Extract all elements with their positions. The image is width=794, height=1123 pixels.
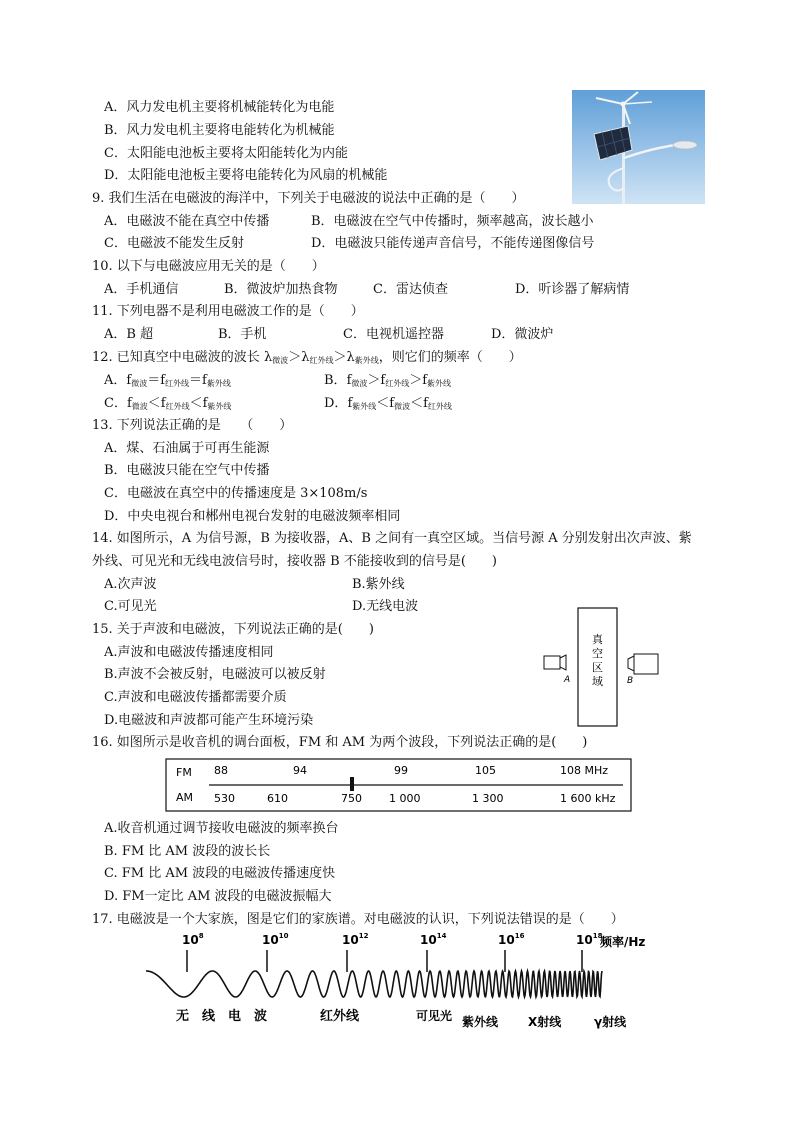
q9-stem: 9. 我们生活在电磁波的海洋中，下列关于电磁波的说法中正确的是（ ）	[92, 191, 525, 206]
band-infrared: 红外线	[320, 1009, 360, 1024]
q13-stem: 13. 下列说法正确的是 （ ）	[92, 418, 293, 433]
q15-option-a: A.声波和电磁波传播速度相同	[104, 645, 274, 660]
q8-option-c: C．太阳能电池板主要将太阳能转化为内能	[104, 146, 348, 161]
q10-option-d: D．听诊器了解病情	[515, 282, 630, 297]
fm-tick-94: 94	[293, 764, 307, 777]
q13-option-d: D．中央电视台和郴州电视台发射的电磁波频率相同	[104, 509, 401, 524]
em-spectrum-figure	[140, 928, 660, 1038]
q9-option-d: D．电磁波只能传递声音信号，不能传递图像信号	[311, 236, 595, 251]
freq-label-1e8: $10^8$	[182, 932, 204, 947]
am-tick-530: 530	[214, 792, 235, 805]
fm-tick-99: 99	[394, 764, 408, 777]
q9-option-b: B．电磁波在空气中传播时，频率越高，波长越小	[311, 214, 594, 229]
vacuum-char-3: 区	[592, 661, 603, 674]
q15-option-d: D.电磁波和声波都可能产生环境污染	[104, 713, 314, 728]
q8-option-a: A．风力发电机主要将机械能转化为电能	[104, 100, 335, 115]
freq-label-1e14: $10^{14}$	[420, 932, 447, 947]
vacuum-char-1: 真	[592, 633, 603, 646]
vacuum-char-2: 空	[592, 647, 603, 660]
fm-tick-105: 105	[475, 764, 496, 777]
freq-unit-label: 频率/Hz	[600, 935, 646, 949]
freq-label-1e12: $10^{12}$	[342, 932, 369, 947]
q14-option-a: A.次声波	[104, 577, 157, 592]
q14-option-b: B.紫外线	[352, 577, 405, 592]
q12-option-c: C．$f_{微波}<f_{红外线}<f_{紫外线}$	[104, 396, 232, 411]
q13-option-b: B．电磁波只能在空气中传播	[104, 463, 270, 478]
fm-tick-88: 88	[214, 764, 228, 777]
dial-pointer	[350, 777, 354, 791]
q13-option-a: A．煤、石油属于可再生能源	[104, 441, 270, 456]
freq-label-1e10: $10^{10}$	[262, 932, 289, 947]
band-gamma: γ射线	[594, 1015, 627, 1029]
band-visible: 可见光	[416, 1009, 453, 1023]
q13-option-c: C．电磁波在真空中的传播速度是 3×108m/s	[104, 486, 368, 501]
q16-stem: 16. 如图所示是收音机的调台面板，FM 和 AM 为两个波段，下列说法正确的是( )	[92, 735, 588, 750]
vacuum-char-4: 域	[592, 675, 603, 688]
q10-option-c: C．雷达侦查	[373, 282, 448, 297]
q15-option-b: B.声波不会被反射，电磁波可以被反射	[104, 667, 326, 682]
q12-option-a: A．$f_{微波}=f_{红外线}=f_{紫外线}$	[104, 373, 231, 388]
wind-solar-streetlight-photo	[572, 90, 705, 204]
q16-option-b: B. FM 比 AM 波段的波长长	[104, 844, 271, 859]
q16-option-a: A.收音机通过调节接收电磁波的频率换台	[104, 821, 339, 836]
q14-option-d: D.无线电波	[352, 599, 419, 614]
q12-stem: 12. 已知真空中电磁波的波长 $\lambda_{微波}>\lambda_{红外线}>\lambda_{紫外线}$，则它们的频率（ ）	[92, 350, 522, 365]
q15-stem: 15. 关于声波和电磁波，下列说法正确的是( )	[92, 622, 374, 637]
q10-option-a: A．手机通信	[104, 282, 179, 297]
q11-stem: 11. 下列电器不是利用电磁波工作的是（ ）	[92, 304, 364, 319]
q14-stem-line2: 外线、可见光和无线电波信号时，接收器 B 不能接收到的信号是( )	[92, 554, 497, 569]
q16-option-d: D. FM一定比 AM 波段的电磁波振幅大	[104, 889, 332, 904]
q12-option-d: D．$f_{紫外线}<f_{微波}<f_{红外线}$	[324, 396, 452, 411]
q11-option-a: A．B 超	[104, 327, 154, 342]
q14-option-c: C.可见光	[104, 599, 157, 614]
q11-option-d: D．微波炉	[491, 327, 554, 342]
band-ultraviolet: 紫外线	[462, 1015, 499, 1029]
q9-option-a: A．电磁波不能在真空中传播	[104, 214, 270, 229]
am-tick-1300: 1 300	[472, 792, 504, 805]
fm-label: FM	[176, 766, 192, 779]
q14-stem-line1: 14. 如图所示，A 为信号源，B 为接收器，A、B 之间有一真空区域。当信号源 A 分别发射出次声波、紫	[92, 531, 692, 546]
q15-option-c: C.声波和电磁波传播都需要介质	[104, 690, 287, 705]
radio-dial-panel	[165, 758, 632, 812]
em-wave-curve	[146, 971, 602, 997]
q10-stem: 10. 以下与电磁波应用无关的是（ ）	[92, 259, 325, 274]
q8-option-d: D．太阳能电池板主要将电能转化为风扇的机械能	[104, 168, 388, 183]
label-b: B	[627, 676, 634, 686]
signal-source-a	[544, 655, 566, 670]
band-radio: 无 线 电 波	[176, 1009, 268, 1024]
fm-tick-108: 108 MHz	[560, 764, 609, 777]
q12-option-b: B．$f_{微波}>f_{红外线}>f_{紫外线}$	[324, 373, 452, 388]
freq-label-1e18: $10^{18}$	[576, 932, 603, 947]
q10-option-b: B．微波炉加热食物	[224, 282, 338, 297]
am-tick-1600: 1 600 kHz	[560, 792, 616, 805]
band-xray: X射线	[528, 1015, 562, 1029]
q9-option-c: C．电磁波不能发生反射	[104, 236, 244, 251]
q11-option-c: C．电视机遥控器	[343, 327, 444, 342]
am-tick-750: 750	[341, 792, 362, 805]
q16-option-c: C. FM 比 AM 波段的电磁波传播速度快	[104, 866, 336, 881]
am-tick-610: 610	[267, 792, 288, 805]
label-a: A	[564, 675, 571, 685]
q14-vacuum-figure	[540, 604, 670, 734]
am-label: AM	[176, 791, 194, 804]
receiver-b	[628, 654, 658, 674]
am-tick-1000: 1 000	[389, 792, 421, 805]
q11-option-b: B．手机	[218, 327, 267, 342]
freq-label-1e16: $10^{16}$	[498, 932, 525, 947]
q8-option-b: B．风力发电机主要将电能转化为机械能	[104, 123, 335, 138]
q17-stem: 17. 电磁波是一个大家族，图是它们的家族谱。对电磁波的认识，下列说法错误的是（ ）	[92, 912, 624, 927]
